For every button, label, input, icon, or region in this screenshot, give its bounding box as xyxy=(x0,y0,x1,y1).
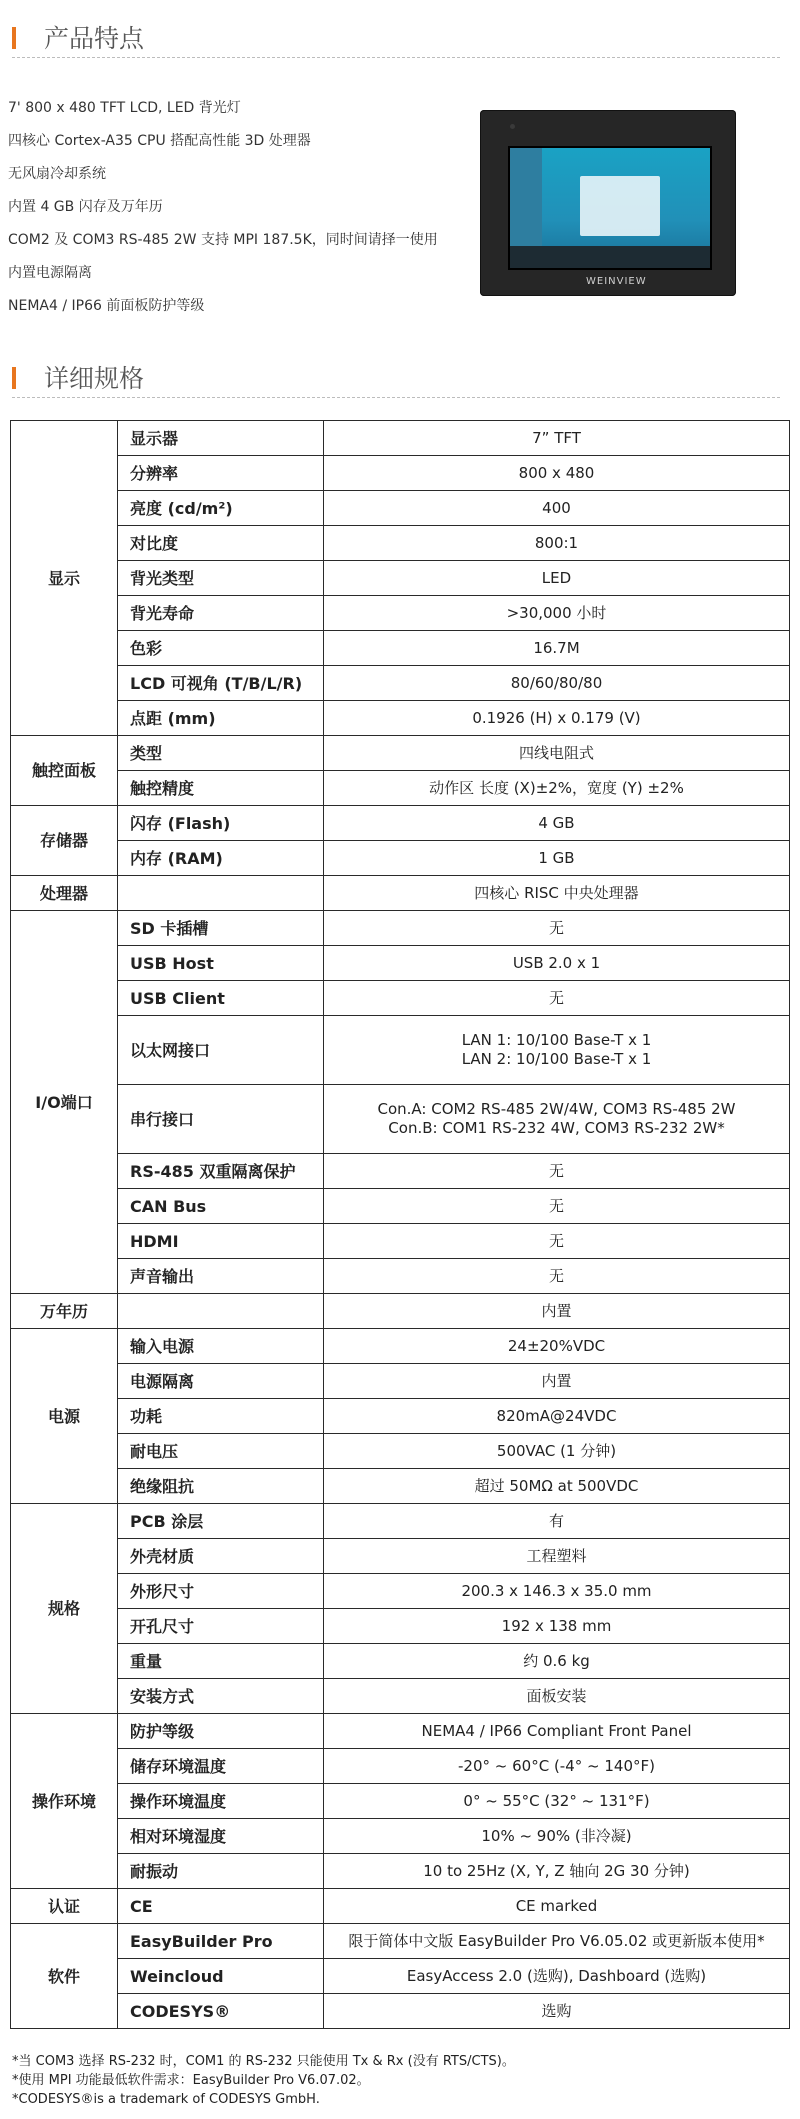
spec-item: 电源隔离 xyxy=(118,1364,324,1399)
spec-category: 万年历 xyxy=(11,1294,118,1329)
spec-item: 开孔尺寸 xyxy=(118,1609,324,1644)
spec-row xyxy=(11,456,790,491)
feature-item: COM2 及 COM3 RS-485 2W 支持 MPI 187.5K，同时间请择一使用 xyxy=(8,232,438,248)
spec-row xyxy=(11,1504,790,1539)
spec-item: PCB 涂层 xyxy=(118,1504,324,1539)
spec-item: 串行接口 xyxy=(118,1085,324,1154)
accent-bar xyxy=(12,367,16,389)
spec-value: EasyAccess 2.0 (选购), Dashboard (选购) xyxy=(324,1959,790,1994)
spec-item: HDMI xyxy=(118,1224,324,1259)
spec-item: 背光类型 xyxy=(118,561,324,596)
spec-value: 内置 xyxy=(324,1364,790,1399)
spec-category: 触控面板 xyxy=(11,736,118,806)
spec-value: 16.7M xyxy=(324,631,790,666)
spec-item: 绝缘阻抗 xyxy=(118,1469,324,1504)
spec-row xyxy=(11,876,790,911)
spec-value: -20° ~ 60°C (-4° ~ 140°F) xyxy=(324,1749,790,1784)
feature-item: 7' 800 x 480 TFT LCD, LED 背光灯 xyxy=(8,100,241,116)
spec-item: 操作环境温度 xyxy=(118,1784,324,1819)
spec-value: 无 xyxy=(324,1189,790,1224)
spec-value: 1 GB xyxy=(324,841,790,876)
spec-item: RS-485 双重隔离保护 xyxy=(118,1154,324,1189)
spec-item: 内存 (RAM) xyxy=(118,841,324,876)
spec-item: 背光寿命 xyxy=(118,596,324,631)
spec-row xyxy=(11,491,790,526)
spec-value: 500VAC (1 分钟) xyxy=(324,1434,790,1469)
spec-item: 触控精度 xyxy=(118,771,324,806)
spec-row xyxy=(11,421,790,456)
spec-category: 处理器 xyxy=(11,876,118,911)
spec-value: 超过 50MΩ at 500VDC xyxy=(324,1469,790,1504)
spec-value: 10 to 25Hz (X, Y, Z 轴向 2G 30 分钟) xyxy=(324,1854,790,1889)
spec-row xyxy=(11,1154,790,1189)
spec-title: 详细规格 xyxy=(44,364,145,393)
spec-value: 四核心 RISC 中央处理器 xyxy=(324,876,790,911)
spec-value: 80/60/80/80 xyxy=(324,666,790,701)
spec-category: 认证 xyxy=(11,1889,118,1924)
spec-item: 亮度 (cd/m²) xyxy=(118,491,324,526)
spec-row xyxy=(11,631,790,666)
spec-row xyxy=(11,806,790,841)
spec-item: 对比度 xyxy=(118,526,324,561)
device-brand-logo: WEINVIEW xyxy=(586,276,647,287)
spec-value: 约 0.6 kg xyxy=(324,1644,790,1679)
spec-item: 耐振动 xyxy=(118,1854,324,1889)
spec-value: 820mA@24VDC xyxy=(324,1399,790,1434)
features-section-header xyxy=(12,18,780,58)
footnotes xyxy=(12,2052,515,2109)
spec-row xyxy=(11,841,790,876)
spec-value: 400 xyxy=(324,491,790,526)
spec-row xyxy=(11,1364,790,1399)
feature-item: 四核心 Cortex-A35 CPU 搭配高性能 3D 处理器 xyxy=(8,133,311,149)
spec-value: 24±20%VDC xyxy=(324,1329,790,1364)
spec-value: 选购 xyxy=(324,1994,790,2029)
spec-item: 安装方式 xyxy=(118,1679,324,1714)
spec-row xyxy=(11,561,790,596)
spec-item xyxy=(118,1294,324,1329)
spec-row xyxy=(11,666,790,701)
spec-value: 工程塑料 xyxy=(324,1539,790,1574)
spec-value-line: LAN 1: 10/100 Base-T x 1 xyxy=(461,1031,652,1049)
spec-item: CE xyxy=(118,1889,324,1924)
spec-category: 存储器 xyxy=(11,806,118,876)
spec-value: 4 GB xyxy=(324,806,790,841)
spec-item: CAN Bus xyxy=(118,1189,324,1224)
accent-bar xyxy=(12,27,16,49)
spec-row xyxy=(11,911,790,946)
spec-item: SD 卡插槽 xyxy=(118,911,324,946)
spec-value: 0.1926 (H) x 0.179 (V) xyxy=(324,701,790,736)
spec-value: 192 x 138 mm xyxy=(324,1609,790,1644)
spec-item: USB Client xyxy=(118,981,324,1016)
spec-row xyxy=(11,1959,790,1994)
spec-value: 200.3 x 146.3 x 35.0 mm xyxy=(324,1574,790,1609)
footnote: *CODESYS®is a trademark of CODESYS GmbH. xyxy=(12,2092,320,2107)
spec-item: Weincloud xyxy=(118,1959,324,1994)
spec-item: USB Host xyxy=(118,946,324,981)
spec-row xyxy=(11,1434,790,1469)
spec-value-line: Con.A: COM2 RS-485 2W/4W, COM3 RS-485 2W xyxy=(377,1100,736,1118)
feature-item: 内置电源隔离 xyxy=(8,265,92,281)
spec-value-line: LAN 2: 10/100 Base-T x 1 xyxy=(461,1050,652,1068)
spec-item: 类型 xyxy=(118,736,324,771)
spec-row xyxy=(11,1539,790,1574)
spec-row xyxy=(11,1469,790,1504)
spec-category: I/O端口 xyxy=(11,911,118,1294)
spec-value: 四线电阻式 xyxy=(324,736,790,771)
spec-item: LCD 可视角 (T/B/L/R) xyxy=(118,666,324,701)
spec-row xyxy=(11,1889,790,1924)
spec-item: 重量 xyxy=(118,1644,324,1679)
spec-category: 操作环境 xyxy=(11,1714,118,1889)
spec-item: 点距 (mm) xyxy=(118,701,324,736)
spec-row xyxy=(11,526,790,561)
spec-value: 800:1 xyxy=(324,526,790,561)
spec-row xyxy=(11,1854,790,1889)
spec-value: 无 xyxy=(324,1259,790,1294)
spec-value: 0° ~ 55°C (32° ~ 131°F) xyxy=(324,1784,790,1819)
footnote: *当 COM3 选择 RS-232 时，COM1 的 RS-232 只能使用 Tx & Rx (没有 RTS/CTS)。 xyxy=(12,2054,515,2069)
feature-list xyxy=(8,92,478,323)
spec-value: 限于简体中文版 EasyBuilder Pro V6.05.02 或更新版本使用* xyxy=(324,1924,790,1959)
spec-value: 面板安装 xyxy=(324,1679,790,1714)
spec-item: 外形尺寸 xyxy=(118,1574,324,1609)
spec-value: 无 xyxy=(324,911,790,946)
spec-category: 软件 xyxy=(11,1924,118,2029)
spec-row xyxy=(11,1224,790,1259)
spec-value: >30,000 小时 xyxy=(324,596,790,631)
spec-row xyxy=(11,981,790,1016)
spec-item: 储存环境温度 xyxy=(118,1749,324,1784)
spec-item: 防护等级 xyxy=(118,1714,324,1749)
spec-section-header xyxy=(12,358,780,398)
spec-row xyxy=(11,1784,790,1819)
spec-row xyxy=(11,1714,790,1749)
spec-row xyxy=(11,1924,790,1959)
device-camera xyxy=(510,124,515,129)
spec-row xyxy=(11,1994,790,2029)
spec-item: 显示器 xyxy=(118,421,324,456)
spec-row xyxy=(11,1259,790,1294)
spec-table xyxy=(10,420,790,2029)
spec-value xyxy=(324,1085,790,1154)
spec-row xyxy=(11,1016,790,1085)
spec-value: 800 x 480 xyxy=(324,456,790,491)
spec-item: 声音输出 xyxy=(118,1259,324,1294)
spec-value: 无 xyxy=(324,1224,790,1259)
spec-category: 规格 xyxy=(11,1504,118,1714)
spec-category: 显示 xyxy=(11,421,118,736)
feature-item: 无风扇冷却系统 xyxy=(8,166,106,182)
spec-value: 10% ~ 90% (非冷凝) xyxy=(324,1819,790,1854)
spec-value: NEMA4 / IP66 Compliant Front Panel xyxy=(324,1714,790,1749)
spec-value: 无 xyxy=(324,981,790,1016)
spec-item: CODESYS® xyxy=(118,1994,324,2029)
spec-row xyxy=(11,1609,790,1644)
spec-row xyxy=(11,1819,790,1854)
spec-item: 耐电压 xyxy=(118,1434,324,1469)
spec-value xyxy=(324,1016,790,1085)
spec-value: LED xyxy=(324,561,790,596)
spec-item: 功耗 xyxy=(118,1399,324,1434)
spec-row xyxy=(11,1329,790,1364)
spec-row xyxy=(11,736,790,771)
spec-row xyxy=(11,771,790,806)
spec-row xyxy=(11,1189,790,1224)
spec-value: 动作区 长度 (X)±2%，宽度 (Y) ±2% xyxy=(324,771,790,806)
feature-item: NEMA4 / IP66 前面板防护等级 xyxy=(8,298,205,314)
spec-value-line: Con.B: COM1 RS-232 4W, COM3 RS-232 2W* xyxy=(388,1119,725,1137)
divider xyxy=(12,57,780,58)
spec-item: 分辨率 xyxy=(118,456,324,491)
spec-item: 相对环境湿度 xyxy=(118,1819,324,1854)
spec-value: 7” TFT xyxy=(324,421,790,456)
spec-row xyxy=(11,1749,790,1784)
spec-row xyxy=(11,946,790,981)
spec-row xyxy=(11,1085,790,1154)
spec-row xyxy=(11,1574,790,1609)
spec-category: 电源 xyxy=(11,1329,118,1504)
spec-item: 闪存 (Flash) xyxy=(118,806,324,841)
spec-row xyxy=(11,1644,790,1679)
spec-value: 有 xyxy=(324,1504,790,1539)
spec-value: USB 2.0 x 1 xyxy=(324,946,790,981)
spec-value: 无 xyxy=(324,1154,790,1189)
spec-row xyxy=(11,701,790,736)
divider xyxy=(12,397,780,398)
spec-item: 以太网接口 xyxy=(118,1016,324,1085)
spec-item: 外壳材质 xyxy=(118,1539,324,1574)
spec-row xyxy=(11,1399,790,1434)
feature-item: 内置 4 GB 闪存及万年历 xyxy=(8,199,163,215)
spec-row xyxy=(11,596,790,631)
spec-item: EasyBuilder Pro xyxy=(118,1924,324,1959)
spec-value: CE marked xyxy=(324,1889,790,1924)
footnote: *使用 MPI 功能最低软件需求：EasyBuilder Pro V6.07.02。 xyxy=(12,2073,370,2088)
spec-item: 色彩 xyxy=(118,631,324,666)
product-image xyxy=(480,110,736,296)
spec-value: 内置 xyxy=(324,1294,790,1329)
spec-row xyxy=(11,1294,790,1329)
spec-item xyxy=(118,876,324,911)
spec-item: 输入电源 xyxy=(118,1329,324,1364)
device-screen xyxy=(508,146,712,270)
features-title: 产品特点 xyxy=(44,24,145,53)
spec-row xyxy=(11,1679,790,1714)
